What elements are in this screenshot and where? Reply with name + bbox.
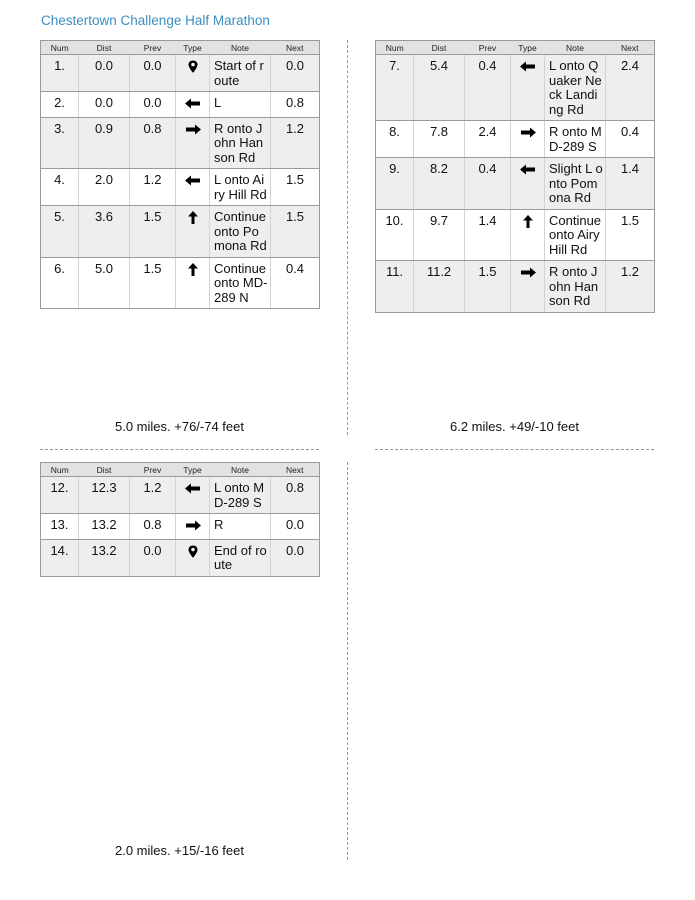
table-row [41,477,320,514]
table-row [41,169,320,206]
cell-num: 6. [41,257,79,309]
cell-dist: 7.8 [414,121,465,158]
cell-prev: 0.0 [130,55,176,92]
cell-type [176,477,210,514]
arrow-left-icon [520,60,536,73]
cell-next: 0.8 [271,92,320,118]
cell-next: 0.4 [271,257,320,309]
cell-next: 0.0 [271,55,320,92]
arrow-left-icon [185,174,201,187]
cue-sheet-table [375,40,655,313]
cell-dist: 0.0 [79,92,130,118]
column-header-num: Num [41,41,79,55]
cell-type [511,55,545,121]
arrow-up-icon [185,263,201,276]
segment-summary-1: 5.0 miles. +76/-74 feet [115,419,244,434]
cell-type [176,55,210,92]
cell-prev: 0.0 [130,539,176,576]
cell-next: 1.5 [271,169,320,206]
cell-num: 8. [376,121,414,158]
cell-next: 1.2 [271,117,320,169]
cell-type [511,121,545,158]
column-header-prev: Prev [130,41,176,55]
cell-prev: 2.4 [465,121,511,158]
cell-dist: 9.7 [414,209,465,261]
cell-type [176,169,210,206]
column-header-note: Note [210,463,271,477]
cell-num: 7. [376,55,414,121]
cell-type [511,261,545,313]
cell-note: R onto John Hanson Rd [210,117,271,169]
arrow-right-icon [185,519,201,532]
cell-type [176,514,210,540]
table-row [41,92,320,118]
cell-num: 2. [41,92,79,118]
cell-prev: 1.5 [465,261,511,313]
table-row [41,539,320,576]
cell-note: L onto MD-289 S [210,477,271,514]
cell-note: L onto Quaker Neck Landing Rd [545,55,606,121]
cell-next: 1.5 [271,206,320,258]
cell-dist: 13.2 [79,539,130,576]
column-header-num: Num [376,41,414,55]
cell-num: 13. [41,514,79,540]
table-row [41,55,320,92]
column-header-next: Next [271,41,320,55]
column-divider [347,40,348,435]
cell-type [511,209,545,261]
table-row [376,261,655,313]
cell-dist: 5.4 [414,55,465,121]
cell-note: R onto John Hanson Rd [545,261,606,313]
section-divider [375,449,654,450]
cell-note: L [210,92,271,118]
table-row [376,55,655,121]
page-title: Chestertown Challenge Half Marathon [41,13,270,28]
cell-next: 0.0 [271,539,320,576]
cue-panel-3 [40,462,319,577]
cell-prev: 0.4 [465,158,511,210]
cell-next: 0.4 [606,121,655,158]
cell-prev: 0.4 [465,55,511,121]
cell-dist: 0.0 [79,55,130,92]
cell-type [176,257,210,309]
cell-prev: 0.8 [130,117,176,169]
cell-next: 0.0 [271,514,320,540]
cell-dist: 13.2 [79,514,130,540]
cue-sheet-table [40,462,320,577]
column-header-note: Note [210,41,271,55]
arrow-up-icon [185,211,201,224]
column-header-type: Type [511,41,545,55]
column-header-type: Type [176,41,210,55]
cell-note: Continue onto Airy Hill Rd [545,209,606,261]
cue-sheet-table [40,40,320,309]
cell-num: 11. [376,261,414,313]
cell-type [511,158,545,210]
arrow-right-icon [185,123,201,136]
column-header-type: Type [176,463,210,477]
table-row [41,206,320,258]
cell-dist: 2.0 [79,169,130,206]
table-row [376,121,655,158]
cell-prev: 0.0 [130,92,176,118]
column-header-prev: Prev [465,41,511,55]
cell-next: 1.4 [606,158,655,210]
cell-next: 2.4 [606,55,655,121]
cell-num: 14. [41,539,79,576]
cell-prev: 1.5 [130,257,176,309]
column-divider [347,462,348,860]
cell-prev: 1.4 [465,209,511,261]
cue-panel-2 [375,40,654,313]
table-row [41,257,320,309]
cell-dist: 8.2 [414,158,465,210]
table-row [376,209,655,261]
arrow-left-icon [185,97,201,110]
cell-dist: 11.2 [414,261,465,313]
cell-type [176,117,210,169]
cell-prev: 1.2 [130,477,176,514]
cell-dist: 3.6 [79,206,130,258]
cell-dist: 0.9 [79,117,130,169]
cell-next: 0.8 [271,477,320,514]
column-header-next: Next [606,41,655,55]
cell-note: End of route [210,539,271,576]
cue-panel-1 [40,40,319,309]
column-header-next: Next [271,463,320,477]
cell-num: 10. [376,209,414,261]
table-row [41,117,320,169]
column-header-dist: Dist [79,463,130,477]
cell-type [176,206,210,258]
cell-type [176,539,210,576]
arrow-up-icon [520,215,536,228]
cell-note: L onto Airy Hill Rd [210,169,271,206]
cell-note: R [210,514,271,540]
pin-icon [185,60,201,73]
cell-num: 4. [41,169,79,206]
cell-prev: 0.8 [130,514,176,540]
column-header-num: Num [41,463,79,477]
arrow-left-icon [185,482,201,495]
cell-prev: 1.5 [130,206,176,258]
cell-note: Continue onto MD-289 N [210,257,271,309]
cell-note: Start of route [210,55,271,92]
cell-num: 9. [376,158,414,210]
table-header-row [41,463,320,477]
arrow-left-icon [520,163,536,176]
table-row [376,158,655,210]
column-header-prev: Prev [130,463,176,477]
table-header-row [376,41,655,55]
column-header-dist: Dist [79,41,130,55]
cell-type [176,92,210,118]
cell-next: 1.2 [606,261,655,313]
cell-num: 12. [41,477,79,514]
arrow-right-icon [520,266,536,279]
section-divider [40,449,319,450]
column-header-note: Note [545,41,606,55]
column-header-dist: Dist [414,41,465,55]
cell-num: 5. [41,206,79,258]
cell-num: 1. [41,55,79,92]
cell-note: R onto MD-289 S [545,121,606,158]
cell-num: 3. [41,117,79,169]
cell-note: Continue onto Pomona Rd [210,206,271,258]
segment-summary-2: 6.2 miles. +49/-10 feet [450,419,579,434]
cell-dist: 12.3 [79,477,130,514]
arrow-right-icon [520,126,536,139]
segment-summary-3: 2.0 miles. +15/-16 feet [115,843,244,858]
cell-prev: 1.2 [130,169,176,206]
cell-next: 1.5 [606,209,655,261]
cell-note: Slight L onto Pomona Rd [545,158,606,210]
table-header-row [41,41,320,55]
cell-dist: 5.0 [79,257,130,309]
pin-icon [185,545,201,558]
table-row [41,514,320,540]
